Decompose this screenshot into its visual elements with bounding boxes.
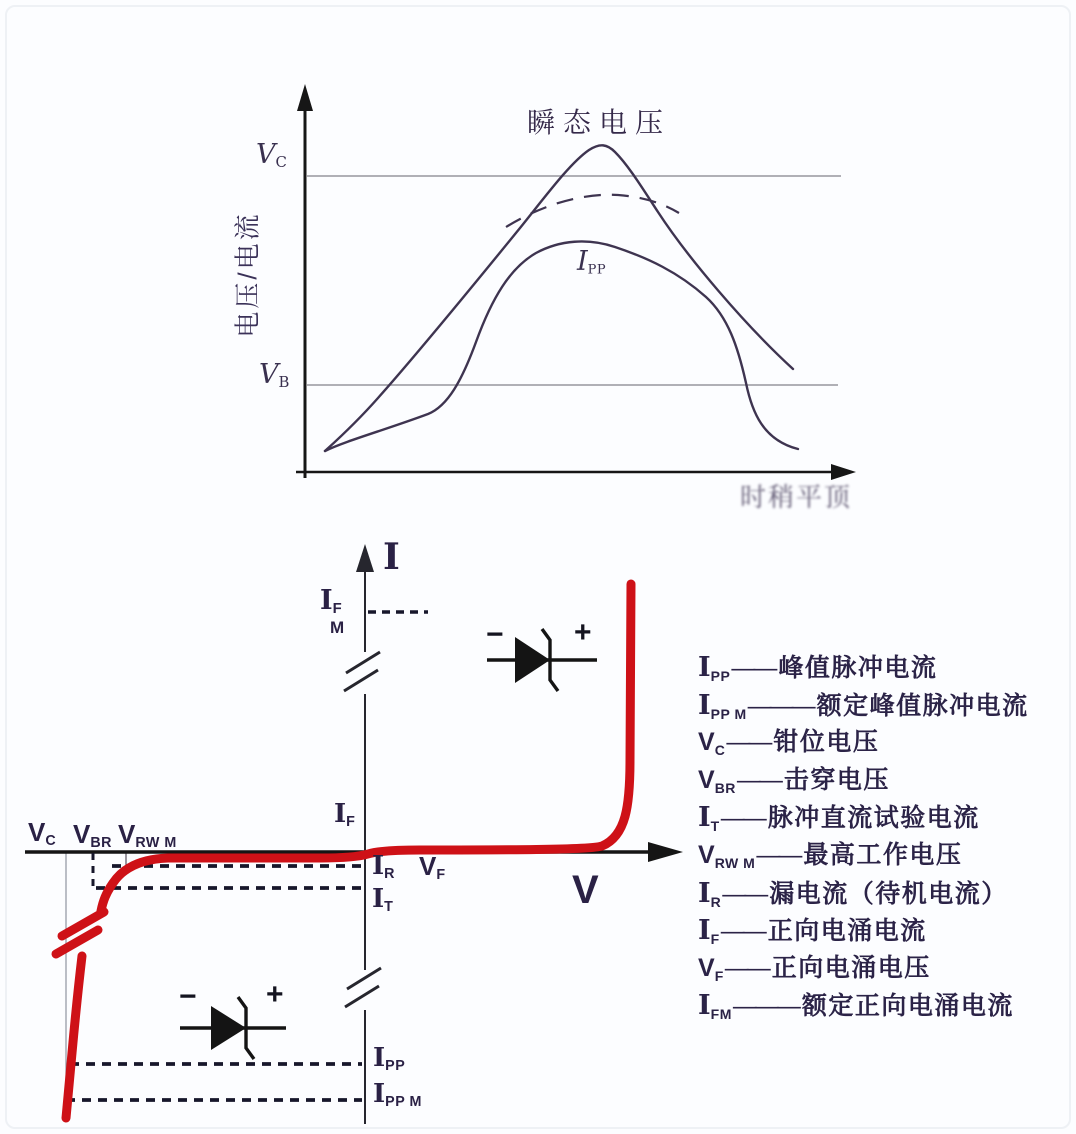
legend-symbol: $V_F$ <box>698 953 724 984</box>
legend-term: 漏电流（待机电流） <box>769 879 1008 908</box>
legend-symbol: $V_{RW M}$ <box>698 840 756 871</box>
legend-symbol: $I_F$ <box>698 915 720 948</box>
it-label: $I_T$ <box>372 884 394 915</box>
legend-symbol: $I_R$ <box>698 877 722 910</box>
legend-dash: ——— <box>732 993 799 1021</box>
legend-symbol: $I_{FM}$ <box>698 990 732 1023</box>
diode-minus-sign: − <box>179 980 197 1013</box>
legend-row <box>698 762 1070 800</box>
i-axis-lower-break-icon <box>345 968 381 1010</box>
legend-symbol: $I_{PP M}$ <box>698 689 747 722</box>
legend-row <box>698 950 1070 988</box>
legend-row <box>698 875 1070 913</box>
legend-row <box>698 799 1070 837</box>
legend-symbol: $V_C$ <box>698 728 726 759</box>
legend-row <box>698 912 1070 950</box>
vc-level-label: $V_C$ <box>256 139 288 172</box>
legend-dash: —— <box>720 918 765 946</box>
legend-dash: —— <box>720 805 765 833</box>
transient-voltage-curve <box>325 145 793 451</box>
vf-label: $V_F$ <box>419 851 446 883</box>
vc-label: $V_C$ <box>28 817 57 849</box>
curve-break-icon <box>56 912 104 954</box>
chart-title: 瞬态电压 <box>527 107 672 138</box>
legend-term: 额定正向电涌电流 <box>801 992 1014 1021</box>
legend-row <box>698 724 1070 762</box>
ifm-label: $I_F$ <box>320 585 343 618</box>
time-axis-label-garbled: 时稍平顶 <box>740 482 853 512</box>
legend-dash: —— <box>726 729 771 757</box>
ippm-label: $I_{PP M}$ <box>373 1079 422 1110</box>
legend-term: 击穿电压 <box>783 765 890 794</box>
v-axis-arrow-icon <box>648 842 683 862</box>
v-axis-label: V <box>572 868 599 912</box>
legend-dash: —— <box>731 655 776 682</box>
legend-dash: —— <box>736 766 781 794</box>
vrwm-label: $V_{RW M}$ <box>118 819 177 851</box>
legend-dash: ——— <box>747 692 814 720</box>
ipp-label: $I_{PP}$ <box>373 1043 406 1074</box>
vb-level-label: $V_B$ <box>259 359 290 392</box>
i-axis-break-icon <box>344 652 380 694</box>
voltage-axis-arrow-icon <box>297 84 313 111</box>
legend-term: 正向电涌电流 <box>767 917 927 946</box>
legend-symbol: $I_T$ <box>698 802 720 835</box>
legend-symbol: $V_{BR}$ <box>698 765 736 796</box>
symbol-legend <box>698 649 1070 1025</box>
ipp-current-pulse-curve <box>325 241 798 451</box>
legend-row <box>698 837 1070 875</box>
ir-label: $I_R$ <box>372 851 395 882</box>
i-axis-label: I <box>383 536 400 578</box>
y-axis-label: 电压/电流 <box>232 211 263 338</box>
ifm-label-wrap: M <box>330 618 345 637</box>
diode-plus-sign: + <box>266 978 284 1011</box>
clamped-voltage-dashed-curve <box>506 195 679 227</box>
legend-term: 钳位电压 <box>773 728 880 757</box>
ipp-curve-label: $I_{PP}$ <box>577 246 607 278</box>
vbr-label: $V_{BR}$ <box>73 819 112 851</box>
legend-term: 最高工作电压 <box>803 840 963 869</box>
transient-waveform-chart <box>296 84 856 480</box>
legend-row <box>698 687 1070 725</box>
legend-term: 额定峰值脉冲电流 <box>816 691 1029 720</box>
i-axis-arrow-icon <box>356 544 374 572</box>
legend-term: 正向电涌电压 <box>771 953 931 982</box>
legend-dash: —— <box>724 954 769 982</box>
legend-dash: —— <box>722 880 767 908</box>
legend-row <box>698 649 1070 687</box>
legend-term: 峰值脉冲电流 <box>778 654 938 682</box>
diode-minus-sign: − <box>486 618 504 651</box>
legend-dash: —— <box>756 841 801 869</box>
legend-term: 脉冲直流试验电流 <box>767 804 980 833</box>
legend-row <box>698 987 1070 1025</box>
if-label: $I_F$ <box>334 799 356 830</box>
legend-symbol: $I_{PP}$ <box>698 652 731 684</box>
diode-plus-sign: + <box>574 616 592 649</box>
